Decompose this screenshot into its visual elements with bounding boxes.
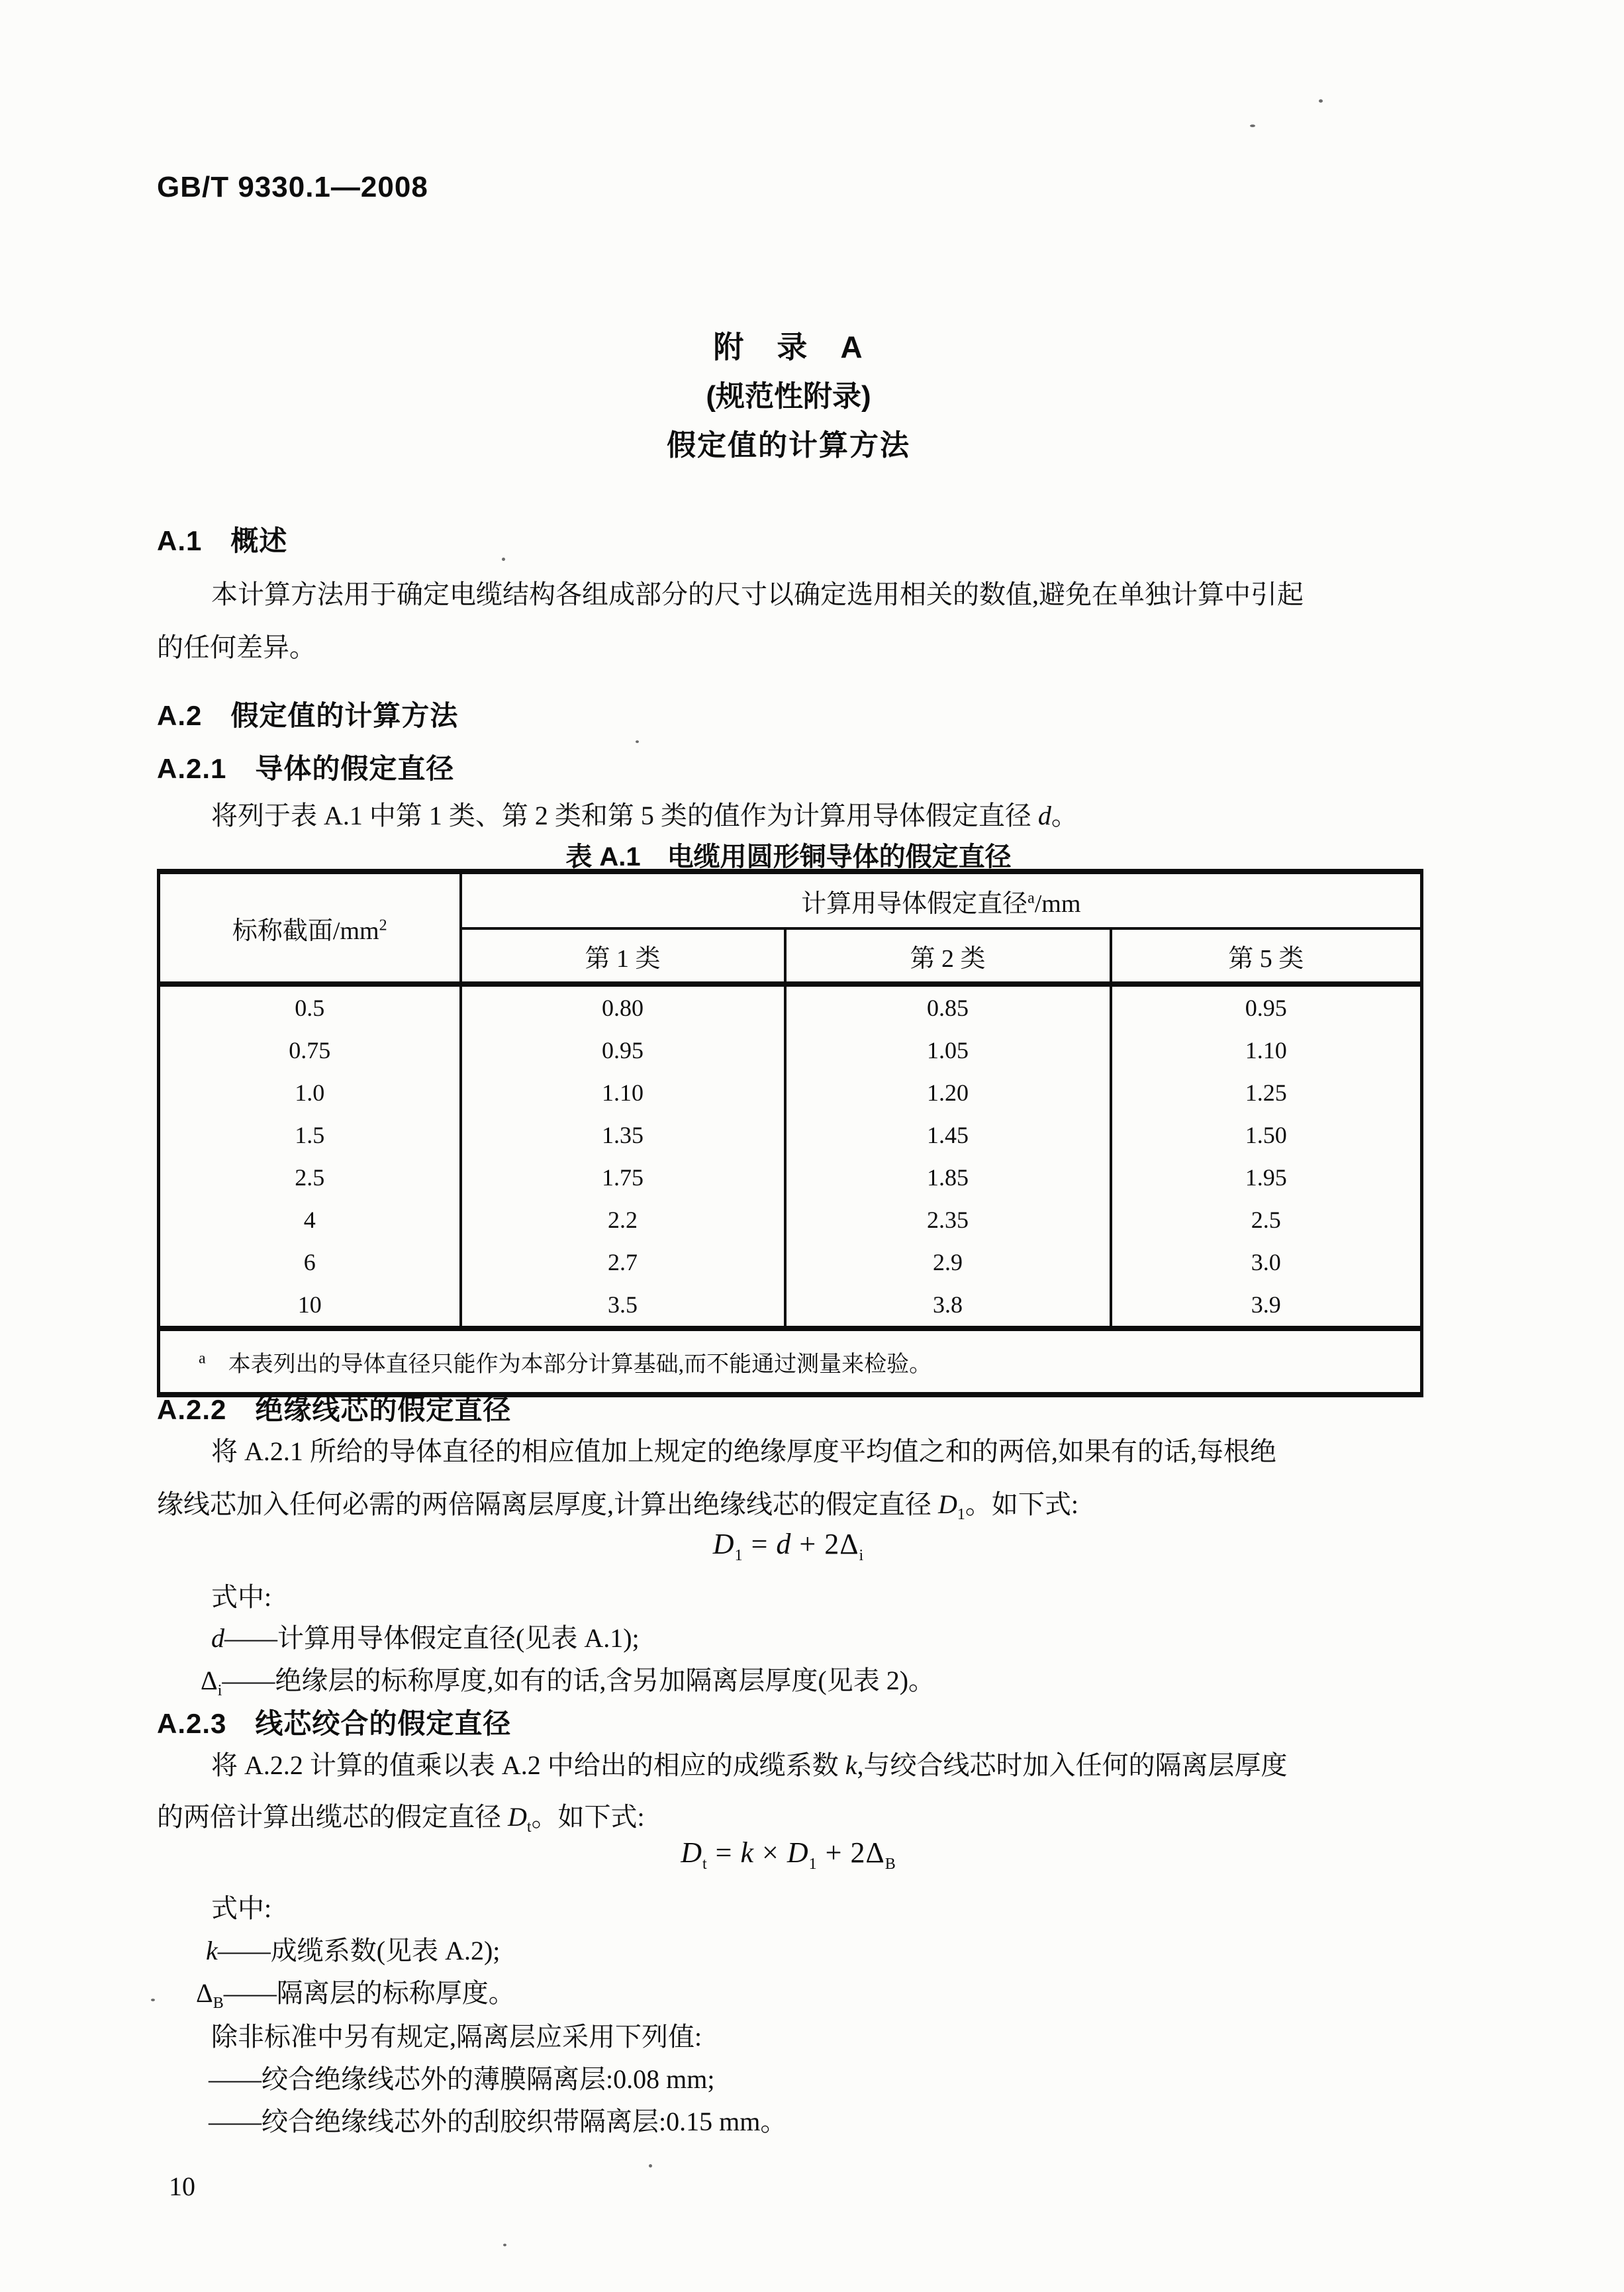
table-footnote-row — [159, 1328, 1422, 1395]
cell-class2: 1.05 — [785, 1029, 1111, 1071]
cell-class1: 0.95 — [461, 1029, 785, 1071]
cell-class5: 1.25 — [1111, 1071, 1422, 1114]
section-a22-paragraph-line1: 将 A.2.1 所给的导体直径的相应值加上规定的绝缘厚度平均值之和的两倍,如果有的话,每根绝 — [211, 1436, 1276, 1466]
cell-class5: 2.5 — [1111, 1199, 1422, 1241]
page-number: 10 — [169, 2171, 195, 2201]
scan-speck — [503, 2244, 506, 2246]
table-row — [159, 984, 1422, 1029]
cell-class2: 1.20 — [785, 1071, 1111, 1114]
a22-definition-delta-i — [201, 1660, 935, 1697]
a23-symbol-Dt-subscript: t — [526, 1819, 532, 1836]
cell-class5: 3.9 — [1111, 1283, 1422, 1328]
a22-where-label: 式中: — [211, 1582, 272, 1612]
table-row — [159, 1241, 1422, 1283]
a23-list-item-tape: ——绞合绝缘线芯外的刮胶织带隔离层:0.15 mm。 — [209, 2107, 787, 2136]
formula-d1-d: d — [776, 1528, 792, 1560]
cell-class2: 3.8 — [785, 1283, 1111, 1328]
cell-nominal-section: 1.0 — [159, 1071, 461, 1114]
a23-text2: 的两倍计算出缆芯的假定直径 — [157, 1802, 508, 1832]
section-a21-paragraph — [211, 795, 1078, 832]
definition-delta-b-text: ——隔离层的标称厚度。 — [223, 1978, 515, 2008]
table-span-header — [461, 872, 1422, 928]
a22-text: 缘线芯加入任何必需的两倍隔离层厚度,计算出绝缘线芯的假定直径 — [157, 1489, 938, 1519]
table-a1-caption: 表 A.1 电缆用圆形铜导体的假定直径 — [565, 842, 1012, 872]
formula-d1-subi: i — [859, 1546, 865, 1564]
a23-symbol-Dt: D — [508, 1802, 527, 1832]
formula-d1-plus: + 2 — [791, 1528, 840, 1560]
symbol-d: d — [211, 1623, 224, 1653]
a23-text-cont: ,与绞合线芯时加入任何的隔离层厚度 — [857, 1750, 1288, 1780]
formula-dt-times: × — [754, 1836, 787, 1869]
cell-class2: 2.35 — [785, 1199, 1111, 1241]
cell-class5: 1.95 — [1111, 1156, 1422, 1199]
appendix-name: 假定值的计算方法 — [667, 429, 910, 462]
formula-d1-sub1: 1 — [734, 1546, 743, 1564]
col1-header-text: 标称截面/mm — [232, 917, 379, 945]
definition-k-text: ——成缆系数(见表 A.2); — [217, 1936, 501, 1966]
cell-class1: 2.2 — [461, 1199, 785, 1241]
appendix-title: 附 录 A — [713, 330, 864, 364]
section-a2-heading: A.2 假定值的计算方法 — [157, 700, 459, 731]
section-a21-heading: A.2.1 导体的假定直径 — [157, 753, 455, 784]
cell-class1: 1.35 — [461, 1114, 785, 1156]
cell-class2: 1.85 — [785, 1156, 1111, 1199]
a23-text2-end: 。如下式: — [531, 1802, 645, 1832]
formula-dt-D: D — [681, 1836, 702, 1869]
section-a23-heading: A.2.3 线芯绞合的假定直径 — [157, 1708, 512, 1739]
scan-speck — [502, 558, 505, 561]
cell-nominal-section: 4 — [159, 1199, 461, 1241]
cell-nominal-section: 2.5 — [159, 1156, 461, 1199]
span-header-unit: /mm — [1034, 889, 1081, 918]
symbol-delta-b: Δ — [196, 1978, 213, 2008]
span-header-text: 计算用导体假定直径 — [801, 889, 1028, 918]
formula-dt-D1: D — [787, 1836, 809, 1869]
cell-nominal-section: 0.5 — [159, 984, 461, 1029]
a23-definition-k — [206, 1930, 500, 1968]
section-a1-heading: A.1 概述 — [157, 525, 288, 556]
scan-speck — [151, 1999, 155, 2001]
cell-class1: 1.10 — [461, 1071, 785, 1114]
formula-dt-k: k — [740, 1836, 755, 1869]
cell-nominal-section: 1.5 — [159, 1114, 461, 1156]
table-row — [159, 1114, 1422, 1156]
a23-note: 除非标准中另有规定,隔离层应采用下列值: — [211, 2022, 702, 2052]
symbol-delta: Δ — [201, 1666, 218, 1695]
cell-nominal-section: 6 — [159, 1241, 461, 1283]
a22-text-end: 。如下式: — [965, 1489, 1079, 1519]
table-subheader-class1: 第 1 类 — [461, 928, 785, 984]
a23-text: 将 A.2.2 计算的值乘以表 A.2 中给出的相应的成缆系数 — [211, 1750, 845, 1780]
formula-dt-subB: B — [884, 1855, 896, 1873]
formula-d1 — [157, 1527, 1420, 1564]
footnote-text: 本表列出的导体直径只能作为本部分计算基础,而不能通过测量来检验。 — [205, 1352, 932, 1377]
cell-class5: 1.10 — [1111, 1029, 1422, 1071]
a22-symbol-D1-subscript: 1 — [957, 1506, 965, 1523]
cell-class5: 3.0 — [1111, 1241, 1422, 1283]
cell-class2: 0.85 — [785, 984, 1111, 1029]
formula-d1-equals: = — [743, 1528, 777, 1560]
table-row — [159, 1071, 1422, 1114]
formula-dt-subt: t — [702, 1855, 708, 1873]
cell-nominal-section: 10 — [159, 1283, 461, 1328]
formula-d1-delta: Δ — [839, 1528, 859, 1560]
cell-class2: 2.9 — [785, 1241, 1111, 1283]
table-subheader-class2: 第 2 类 — [785, 928, 1111, 984]
col1-header-superscript: 2 — [379, 916, 387, 934]
section-a23-paragraph-line2 — [157, 1796, 645, 1834]
appendix-subtitle: (规范性附录) — [706, 380, 871, 413]
section-a22-heading: A.2.2 绝缘线芯的假定直径 — [157, 1394, 512, 1425]
section-a22-paragraph-line2 — [157, 1483, 1078, 1521]
formula-dt-delta: Δ — [865, 1836, 885, 1869]
table-row — [159, 1199, 1422, 1241]
footnote-superscript: a — [199, 1350, 206, 1368]
table-row — [159, 1156, 1422, 1199]
cell-nominal-section: 0.75 — [159, 1029, 461, 1071]
table-header-row-1 — [159, 872, 1422, 928]
a23-definition-delta-b — [196, 1972, 515, 2010]
definition-d-text: ——计算用导体假定直径(见表 A.1); — [224, 1623, 640, 1653]
a22-definition-d — [211, 1617, 640, 1655]
a23-where-label: 式中: — [211, 1893, 272, 1923]
formula-dt-equals: = — [707, 1836, 741, 1869]
formula-dt-plus: + 2 — [817, 1836, 866, 1869]
formula-dt-sub1: 1 — [808, 1855, 818, 1873]
standard-number: GB/T 9330.1—2008 — [157, 171, 428, 203]
cell-class1: 0.80 — [461, 984, 785, 1029]
a21-text-end: 。 — [1051, 801, 1078, 830]
a23-list-item-film: ——绞合绝缘线芯外的薄膜隔离层:0.08 mm; — [209, 2064, 715, 2094]
formula-d1-D: D — [712, 1528, 735, 1560]
section-a1-paragraph-line2: 的任何差异。 — [157, 632, 316, 662]
scan-speck — [649, 2164, 652, 2167]
cell-class1: 3.5 — [461, 1283, 785, 1328]
section-a1-paragraph-line1: 本计算方法用于确定电缆结构各组成部分的尺寸以确定选用相关的数值,避免在单独计算中引起 — [211, 579, 1304, 609]
cell-class1: 2.7 — [461, 1241, 785, 1283]
table-row — [159, 1029, 1422, 1071]
a23-symbol-k: k — [845, 1750, 857, 1780]
cell-class5: 0.95 — [1111, 984, 1422, 1029]
symbol-k: k — [206, 1936, 218, 1966]
symbol-delta-b-subscript: B — [213, 1995, 224, 2012]
scan-speck — [636, 740, 639, 743]
scan-speck — [1250, 125, 1255, 127]
cell-class2: 1.45 — [785, 1114, 1111, 1156]
a21-text: 将列于表 A.1 中第 1 类、第 2 类和第 5 类的值作为计算用导体假定直径 — [211, 801, 1038, 830]
scan-speck — [1319, 99, 1323, 103]
symbol-delta-i-subscript: i — [217, 1682, 222, 1699]
table-row — [159, 1283, 1422, 1328]
table-a1 — [157, 869, 1423, 1397]
section-a23-paragraph-line1 — [211, 1744, 1288, 1782]
table-footnote — [159, 1328, 1422, 1395]
table-col1-header — [159, 872, 461, 984]
formula-dt — [157, 1836, 1420, 1873]
a22-symbol-D1: D — [938, 1489, 957, 1519]
table-subheader-class5: 第 5 类 — [1111, 928, 1422, 984]
span-header-superscript: a — [1027, 889, 1035, 907]
cell-class1: 1.75 — [461, 1156, 785, 1199]
definition-delta-i-text: ——绝缘层的标称厚度,如有的话,含另加隔离层厚度(见表 2)。 — [222, 1666, 935, 1695]
cell-class5: 1.50 — [1111, 1114, 1422, 1156]
a21-symbol-d: d — [1037, 801, 1051, 830]
